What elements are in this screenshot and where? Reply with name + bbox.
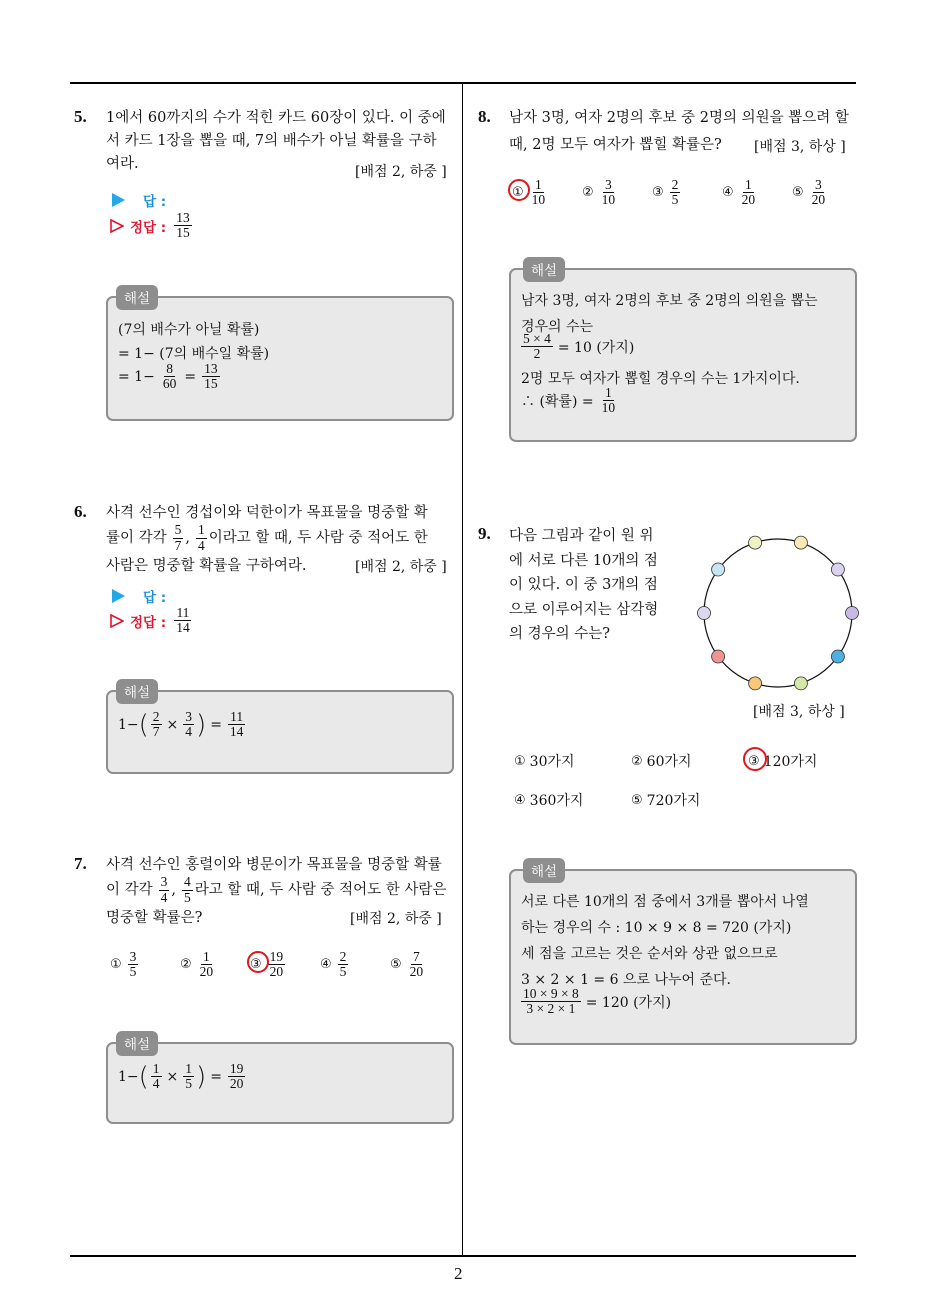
q5-number: 5. [74, 107, 87, 126]
q6-prob-1: $\frac{5}{7}$ [174, 522, 182, 553]
q6-meta: [배점 2, 하중 ] [355, 559, 447, 575]
q5-line2: 서 카드 1장을 뽑을 때, 7의 배수가 아닐 확률을 구하 [106, 133, 437, 149]
q9-explain-line3: 세 점을 고르는 것은 순서와 상관 없으므로 [521, 946, 778, 962]
top-rule [70, 82, 856, 84]
q9-line2: 에 서로 다른 10개의 점 [509, 552, 658, 569]
q5-answer-label: 답 : [143, 194, 167, 210]
q8-choice-4[interactable]: ④ $\frac{1}{20}$ [722, 177, 756, 208]
q9-number: 9. [478, 524, 491, 543]
q9-line3: 이 있다. 이 중 3개의 점 [509, 577, 658, 593]
q5-line1: 1에서 60까지의 수가 적힌 카드 60장이 있다. 이 중에 [106, 110, 446, 126]
q9-line4: 으로 이루어지는 삼각형 [509, 601, 659, 618]
q9-meta: [배점 3, 하상 ] [753, 704, 845, 720]
q9-explain-fraction: $\frac{10 \times 9 \times 8}{3 \times 2 \times 1}$ [523, 986, 579, 1017]
q7-line2: 이 각각 $\frac{3}{4}$ , $\frac{4}{5}$ 라고 할 때, 두 사람 중 적어도 한 사람은 [106, 874, 447, 905]
q9-choice-2[interactable]: ② 60가지 [631, 753, 692, 770]
q9-circle-point [698, 607, 711, 620]
q9-explain-line1: 서로 다른 10개의 점 중에서 3개를 뽑아서 나열 [521, 894, 809, 910]
q7-prob-1: $\frac{3}{4}$ [160, 874, 168, 905]
q7-line1: 사격 선수인 홍렬이와 병문이가 목표물을 명중할 확률 [106, 857, 442, 873]
q8-choices [512, 178, 862, 207]
q8-explain-line3: $\frac{5 \times 4}{2}$ = 10 (가지) [523, 331, 635, 362]
q7-explain-line: 1− ( $\frac{1}{4}$ × $\frac{1}{5}$ ) = $\frac{19}{20}$ [118, 1061, 244, 1092]
q6-line2: 률이 각각 $\frac{5}{7}$ , $\frac{1}{4}$ 이라고 할 때, 두 사람 중 적어도 한 [106, 522, 428, 553]
q6-prob-2: $\frac{1}{4}$ [198, 522, 205, 553]
q9-selected-circle-icon [743, 747, 767, 771]
column-divider [462, 83, 463, 1256]
q9-circle [704, 539, 852, 687]
q9-circle-diagram [690, 524, 870, 702]
q9-explanation-tag: 해설 [523, 858, 565, 883]
q8-choice-1[interactable]: ① $\frac{1}{10}$ [512, 178, 582, 207]
q9-circle-point [712, 650, 725, 663]
q9-circle-point [846, 607, 859, 620]
q7-choice-3[interactable]: ③ $\frac{19}{20}$ [250, 950, 320, 979]
q5-explain-fraction-2: $\frac{13}{15}$ [204, 361, 218, 392]
q8-explain-fraction-1: $\frac{5 \times 4}{2}$ [523, 331, 551, 362]
q8-choice-2[interactable]: ② $\frac{3}{10}$ [582, 177, 616, 208]
q7-prob-2: $\frac{4}{5}$ [184, 874, 191, 905]
q6-correct-fraction: $\frac{11}{14}$ [176, 605, 190, 636]
bottom-rule [70, 1255, 856, 1257]
q8-selected-circle-icon [508, 179, 530, 201]
q6-explanation-tag: 해설 [116, 679, 158, 704]
page-number: 2 [454, 1264, 463, 1283]
q7-explain-fraction-3: $\frac{19}{20}$ [229, 1061, 244, 1092]
q5-explain-line3: = 1− $\frac{8}{60}$ = $\frac{13}{15}$ [118, 361, 218, 392]
q7-choice-2[interactable]: ② $\frac{1}{20}$ [180, 949, 214, 980]
q6-correct-label: 정답 : [130, 614, 167, 631]
q9-choice-5[interactable]: ⑤ 720가지 [631, 792, 701, 809]
q6-correct-row [110, 606, 194, 635]
q8-explain-line2: 경우의 수는 [521, 319, 594, 335]
q6-explain-fraction-2: $\frac{3}{4}$ [185, 709, 193, 740]
q9-circle-point [794, 536, 807, 549]
q5-answer-arrow-icon [112, 193, 125, 207]
q6-line1: 사격 선수인 경섭이와 덕한이가 목표물을 명중할 확 [106, 505, 428, 521]
q5-correct-fraction: $\frac{13}{15}$ [176, 210, 190, 241]
q9-choice-4[interactable]: ④ 360가지 [514, 792, 584, 809]
q7-explain-fraction-2: $\frac{1}{5}$ [185, 1061, 193, 1092]
q7-choices [110, 950, 460, 979]
q9-circle-point [749, 677, 762, 690]
q8-explain-line5: ∴ (확률) = $\frac{1}{10}$ [521, 385, 616, 416]
q9-circle-point [794, 677, 807, 690]
q7-meta: [배점 2, 하중 ] [350, 911, 442, 927]
q7-explanation-tag: 해설 [116, 1031, 158, 1056]
q8-choice-5[interactable]: ⑤ $\frac{3}{20}$ [792, 177, 826, 208]
q6-answer-arrow-icon [112, 589, 125, 603]
q9-choices-row2 [514, 790, 748, 810]
q7-selected-circle-icon [247, 951, 269, 973]
q7-number: 7. [74, 854, 87, 873]
q5-answer-row [112, 190, 166, 210]
q5-explain-line1: (7의 배수가 아닐 확률) [118, 322, 260, 338]
q9-choice-3[interactable]: ③ 120가지 [748, 751, 865, 771]
q6-explain-fraction-1: $\frac{2}{7}$ [152, 709, 160, 740]
q9-circle-point [831, 563, 844, 576]
q9-explain-line5: $\frac{10 \times 9 \times 8}{3 \times 2 \times 1}$ = 120 (가지) [523, 986, 672, 1017]
q9-choices-row1 [514, 751, 865, 771]
q8-explanation-tag: 해설 [523, 257, 565, 282]
q6-answer-row [112, 586, 166, 606]
q6-explain-line: 1− ( $\frac{2}{7}$ × $\frac{3}{4}$ ) = $\frac{11}{14}$ [118, 709, 244, 740]
q6-explain-fraction-3: $\frac{11}{14}$ [229, 709, 244, 740]
q5-correct-arrow-icon [110, 219, 124, 233]
q8-line1: 남자 3명, 여자 2명의 후보 중 2명의 의원을 뽑으려 할 [509, 110, 849, 126]
q8-explain-line1: 남자 3명, 여자 2명의 후보 중 2명의 의원을 뽑는 [521, 293, 818, 309]
q6-correct-arrow-icon [110, 614, 124, 628]
q5-explanation-tag: 해설 [116, 285, 158, 310]
q5-correct-label: 정답 : [130, 219, 167, 236]
q9-explain-line4: 3 × 2 × 1 = 6 으로 나누어 준다. [521, 972, 731, 988]
q8-choice-3[interactable]: ③ $\frac{2}{5}$ [652, 177, 679, 208]
q6-line3: 사람은 명중할 확률을 구하여라. [106, 558, 307, 574]
q7-choice-5[interactable]: ⑤ $\frac{7}{20}$ [390, 949, 424, 980]
q7-choice-1[interactable]: ① $\frac{3}{5}$ [110, 949, 137, 980]
q5-explain-line2: = 1− (7의 배수일 확률) [118, 346, 270, 362]
q9-line5: 의 경우의 수는? [509, 626, 611, 642]
q8-explain-line4: 2명 모두 여자가 뽑힐 경우의 수는 1가지이다. [521, 371, 800, 387]
q8-explain-fraction-2: $\frac{1}{10}$ [601, 385, 616, 416]
q6-answer-label: 답 : [143, 590, 167, 606]
q9-circle-point [749, 536, 762, 549]
q9-explain-line2: 하는 경우의 수 : 10 × 9 × 8 = 720 (가지) [521, 920, 792, 936]
q6-number: 6. [74, 502, 87, 521]
q5-line3: 여라. [106, 156, 139, 172]
q7-line3: 명중할 확률은? [106, 910, 203, 926]
q9-text [509, 524, 658, 647]
q5-meta: [배점 2, 하중 ] [355, 164, 447, 180]
q7-explain-fraction-1: $\frac{1}{4}$ [152, 1061, 160, 1092]
q9-line1: 다음 그림과 같이 원 위 [509, 528, 654, 544]
q9-circle-point [831, 650, 844, 663]
q9-circle-point [712, 563, 725, 576]
q5-correct-row [110, 211, 194, 240]
q8-number: 8. [478, 107, 491, 126]
q7-choice-4[interactable]: ④ $\frac{2}{5}$ [320, 949, 347, 980]
q8-line2: 때, 2명 모두 여자가 뽑힐 확률은? [509, 137, 722, 153]
q9-choice-1[interactable]: ① 30가지 [514, 753, 575, 770]
q8-meta: [배점 3, 하상 ] [754, 139, 846, 155]
q5-explain-fraction-1: $\frac{8}{60}$ [162, 361, 177, 392]
